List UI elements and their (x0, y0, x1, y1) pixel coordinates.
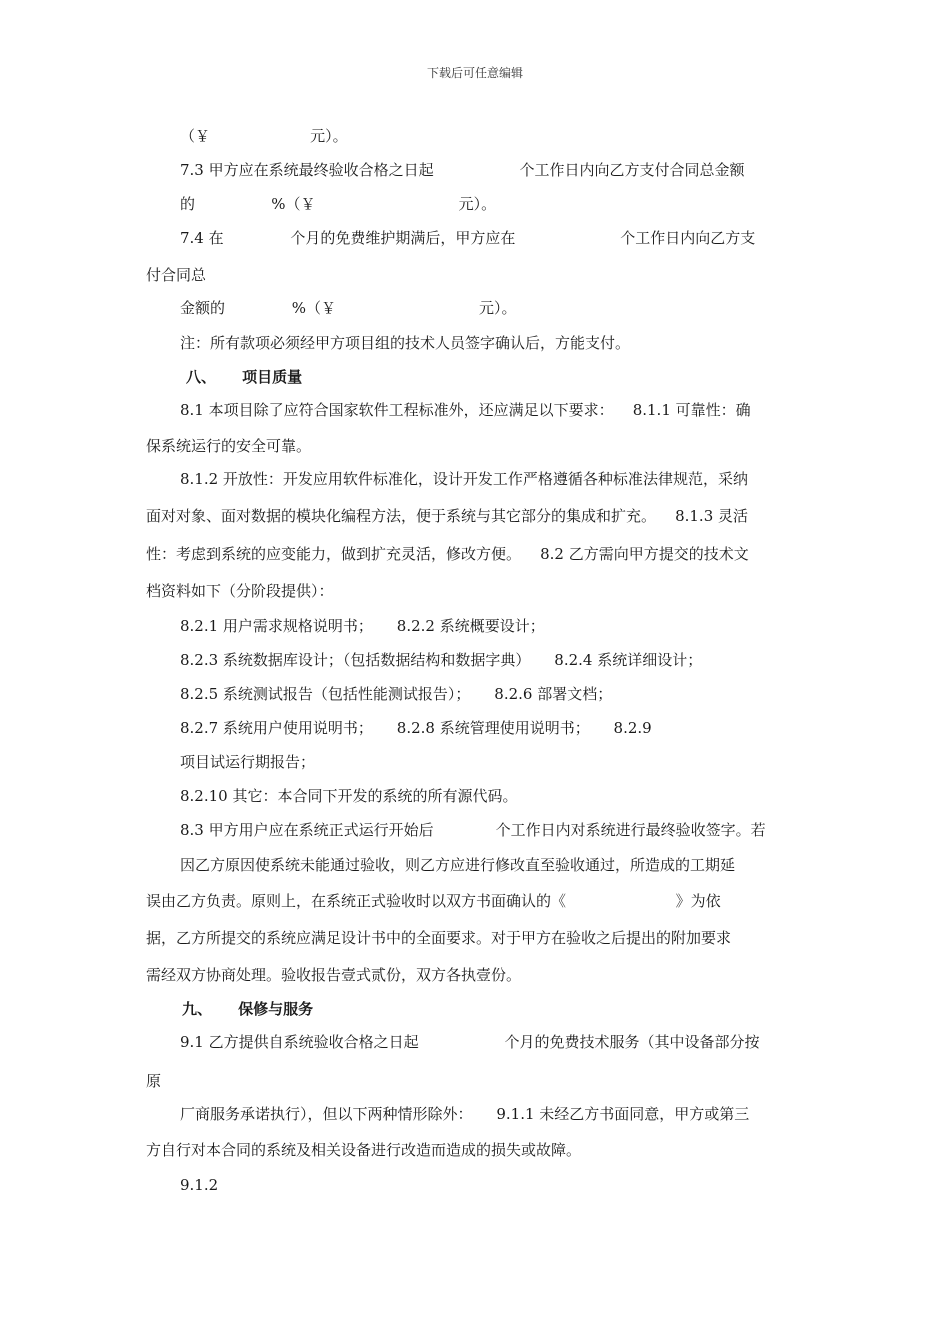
text-line: 性：考虑到系统的应变能力，做到扩充灵活，修改方便。 8.2 乙方需向甲方提交的技术文 (146, 545, 749, 563)
text-line: 保系统运行的安全可靠。 (146, 437, 312, 455)
text-line: 注：所有款项必须经甲方项目组的技术人员签字确认后，方能支付。 (180, 334, 631, 352)
text-line: 8.2.7 系统用户使用说明书； 8.2.8 系统管理使用说明书； 8.2.9 (180, 719, 652, 737)
text-line: 原 (146, 1072, 162, 1090)
text-line: 7.4 在 个月的免费维护期满后，甲方应在 个工作日内向乙方支 (180, 229, 756, 247)
text-line: 档资料如下（分阶段提供）： (146, 582, 334, 600)
text-line: 8.2.10 其它：本合同下开发的系统的所有源代码。 (180, 787, 518, 805)
text-line: 据，乙方所提交的系统应满足设计书中的全面要求。对于甲方在验收之后提出的附加要求 (146, 929, 732, 947)
text-line: 8.3 甲方用户应在系统正式运行开始后 个工作日内对系统进行最终验收签字。若 (180, 821, 766, 839)
text-line: （￥ 元）。 (180, 127, 348, 145)
text-line: 面对对象、面对数据的模块化编程方法，便于系统与其它部分的集成和扩充。 8.1.3 灵活 (146, 507, 749, 525)
text-line: 8.2.1 用户需求规格说明书； 8.2.2 系统概要设计； (180, 617, 545, 635)
text-line: 8.1.2 开放性：开发应用软件标准化，设计开发工作严格遵循各种标准法律规范，采纳 (180, 470, 748, 488)
text-line: 误由乙方负责。原则上，在系统正式验收时以双方书面确认的《 》为依 (146, 892, 721, 910)
text-line: 9.1.2 (180, 1176, 219, 1194)
text-line: 的 %（￥ 元）。 (180, 195, 497, 213)
text-line: 项目试运行期报告； (180, 753, 316, 771)
text-line: 需经双方协商处理。验收报告壹式贰份，双方各执壹份。 (146, 966, 522, 984)
text-line: 厂商服务承诺执行），但以下两种情形除外： 9.1.1 未经乙方书面同意，甲方或第三 (180, 1105, 750, 1123)
text-line: 8.2.3 系统数据库设计；（包括数据结构和数据字典） 8.2.4 系统详细设计； (180, 651, 703, 669)
text-line: 金额的 %（￥ 元）。 (180, 299, 517, 317)
page-header: 下载后可任意编辑 (426, 66, 523, 80)
text-line: 8.1 本项目除了应符合国家软件工程标准外，还应满足以下要求： 8.1.1 可靠性：确 (180, 401, 751, 419)
text-line: 方自行对本合同的系统及相关设备进行改造而造成的损失或故障。 (146, 1141, 582, 1159)
section-heading: 八、 项目质量 (186, 368, 303, 386)
section-heading: 九、 保修与服务 (182, 1000, 314, 1018)
text-line: 付合同总 (146, 266, 207, 284)
text-line: 因乙方原因使系统未能通过验收，则乙方应进行修改直至验收通过，所造成的工期延 (180, 856, 736, 874)
text-line: 8.2.5 系统测试报告（包括性能测试报告）； 8.2.6 部署文档； (180, 685, 613, 703)
text-line: 9.1 乙方提供自系统验收合格之日起 个月的免费技术服务（其中设备部分按 (180, 1033, 760, 1051)
text-line: 7.3 甲方应在系统最终验收合格之日起 个工作日内向乙方支付合同总金额 (180, 161, 745, 179)
